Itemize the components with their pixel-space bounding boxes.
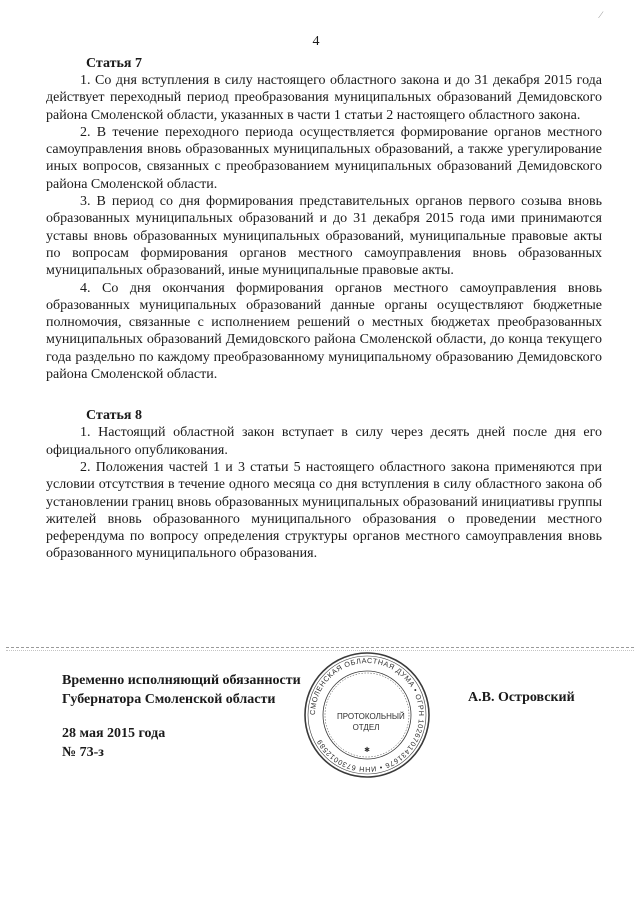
document-date: 28 мая 2015 года: [62, 726, 166, 741]
seal-inner-line-1: ПРОТОКОЛЬНЫЙ: [337, 712, 405, 721]
article-7-paragraph-1: 1. Со дня вступления в силу настоящего областного закона и до 31 декабря 2015 года действует переходный период преобразования муниципальных образований Демидовского района Смоленской области, указанных в части 1 статьи 2 настоящего областного закона.: [46, 73, 602, 123]
article-8-paragraph-2: 2. Положения частей 1 и 3 статьи 5 настоящего областного закона применяются при условии отсутствия в течение одного месяца со дня вступления в силу областного закона об установлении границ вновь образованных муниципальных образований инициативы группы жителей вновь образованного муниципального образования о проведении местного референдума по вопросу определения структуры органов местного самоуправления вновь образованного муниципального образования.: [46, 459, 602, 562]
page-divider: [6, 647, 634, 648]
scan-corner-mark: ∕: [600, 10, 602, 21]
section-gap: [46, 383, 602, 407]
signatory-name: А.В. Островский: [468, 690, 575, 705]
signatory-title-line-1: Временно исполняющий обязанности: [62, 673, 301, 688]
article-7-heading: Статья 7: [86, 56, 142, 71]
article-8-heading: Статья 8: [86, 408, 142, 424]
signatory-title-line-2: Губернатора Смоленской области: [62, 692, 276, 707]
seal-inner-line-2: ОТДЕЛ: [352, 723, 380, 732]
article-7-paragraph-4: 4. Со дня окончания формирования органов местного самоуправления вновь образованных муниципальных образований данные органы осуществляют бюджетные полномочия, связанные с исполнением решений о местных бюджетах преобразованных муниципальных образований Демидовского района Смоленской области, до конца текущего года раздельно по каждому преобразованному муниципальному образованию Демидовского района Смоленской области.: [46, 280, 602, 383]
document-number: № 73-з: [62, 745, 104, 760]
date-block: [62, 724, 165, 762]
signatory-title: [62, 671, 301, 709]
seal-ring-text: СМОЛЕНСКАЯ ОБЛАСТНАЯ ДУМА • ОГРН 1026701431676 • ИНН 6730012589: [307, 655, 427, 775]
article-7-paragraph-2: 2. В течение переходного периода осуществляется формирование органов местного самоуправления вновь образованных муниципальных образований, а также урегулирование иных вопросов, связанных с преобразованием муниципальных образований Демидовского района Смоленской области.: [46, 124, 602, 192]
seal-star-icon: ✱: [364, 747, 370, 754]
article-8-paragraph-1: 1. Настоящий областной закон вступает в силу через десять дней после дня его официального опубликования.: [46, 425, 602, 458]
article-7-paragraph-3: 3. В период со дня формирования представительных органов первого созыва вновь образованных муниципальных образований и до 31 декабря 2015 года ими принимаются уставы вновь образованных муниципальных образований, муниципальные правовые акты по вопросам формирования органов местного самоуправления вновь образованных муниципальных образований, иные муниципальные правовые акты.: [46, 194, 602, 279]
document-body: [46, 55, 602, 563]
seal-inner-text: [337, 711, 405, 733]
page-number: 4: [312, 34, 320, 49]
